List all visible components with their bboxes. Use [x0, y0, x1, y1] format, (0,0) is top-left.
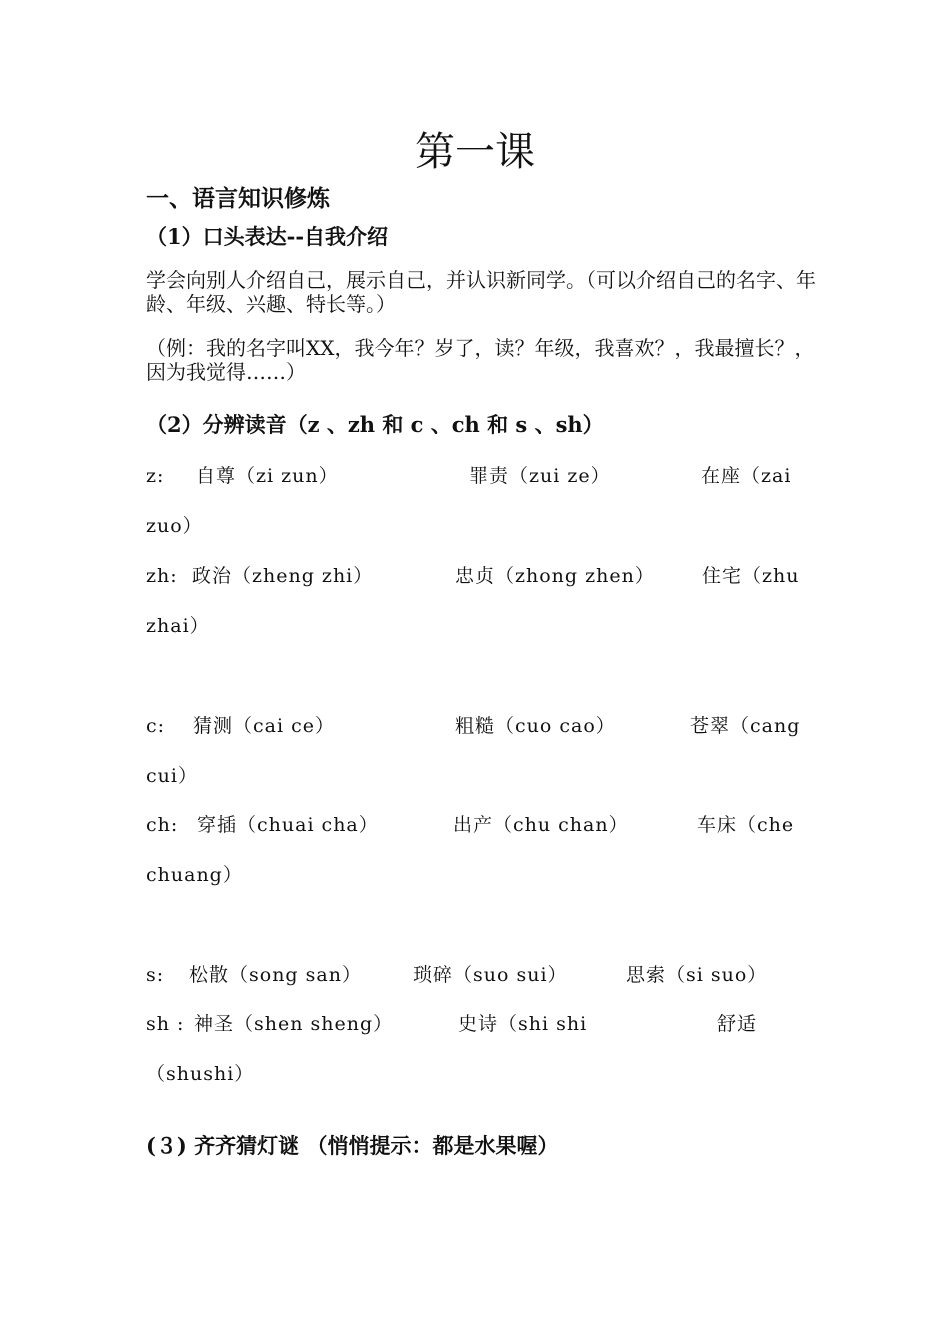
- row-prefix: c:: [146, 715, 166, 737]
- part3-heading: (３) 齐齐猜灯谜 （悄悄提示：都是水果喔）: [146, 1133, 559, 1158]
- word-1: 政治（zheng zhi）: [192, 565, 374, 587]
- section-heading-language-training: 一、语言知识修炼: [146, 185, 330, 212]
- pinyin-row-z-continued: zuo）: [146, 515, 203, 537]
- word-3: 车床（che: [697, 814, 795, 836]
- pinyin-row-ch: [146, 811, 810, 839]
- word-2: 出产（chu chan）: [453, 814, 629, 836]
- word-2: 粗糙（cuo cao）: [455, 715, 616, 737]
- word-3: 在座（zai: [701, 465, 792, 487]
- word-2: 罪责（zui ze）: [469, 465, 611, 487]
- word-3: 舒适: [717, 1013, 758, 1035]
- word-3: 思索（si suo）: [626, 964, 768, 986]
- row-prefix: ch:: [146, 814, 179, 836]
- word-1: 神圣（shen sheng）: [194, 1013, 394, 1035]
- pinyin-row-sh-continued: （shushi）: [146, 1063, 255, 1085]
- pinyin-row-zh-continued: zhai）: [146, 615, 210, 637]
- page-title: 第一课: [415, 129, 535, 175]
- pinyin-row-z: [146, 462, 810, 490]
- row-prefix: z:: [146, 465, 165, 487]
- pinyin-row-ch-continued: chuang）: [146, 864, 243, 886]
- row-prefix: sh :: [146, 1013, 185, 1035]
- part1-heading: （1）口头表达--自我介绍: [146, 224, 389, 249]
- part1-paragraph-1: 学会向别人介绍自己，展示自己，并认识新同学。（可以介绍自己的名字、年龄、年级、兴趣、特长等。）: [146, 268, 816, 316]
- row-prefix: s:: [146, 964, 165, 986]
- word-2: 琐碎（suo sui）: [413, 964, 568, 986]
- word-1: 穿插（chuai cha）: [197, 814, 379, 836]
- word-1: 自尊（zi zun）: [196, 465, 339, 487]
- pinyin-row-c: [146, 712, 810, 740]
- row-prefix: zh:: [146, 565, 178, 587]
- word-1: 松散（song san）: [189, 964, 362, 986]
- word-1: 猜测（cai ce）: [193, 715, 335, 737]
- part2-heading: （2）分辨读音（z 、zh 和 c 、ch 和 s 、sh）: [146, 412, 604, 437]
- word-3: 住宅（zhu: [702, 565, 800, 587]
- word-3: 苍翠（cang: [690, 715, 801, 737]
- pinyin-row-s: [146, 961, 810, 989]
- part1-paragraph-2: （例：我的名字叫XX，我今年？岁了，读？年级，我喜欢？，我最擅长？，因为我觉得……）: [146, 336, 815, 384]
- pinyin-row-zh: [146, 562, 810, 590]
- pinyin-row-c-continued: cui）: [146, 765, 198, 787]
- word-2: 忠贞（zhong zhen）: [455, 565, 655, 587]
- pinyin-row-sh: [146, 1010, 810, 1038]
- word-2: 史诗（shi shi: [458, 1013, 588, 1035]
